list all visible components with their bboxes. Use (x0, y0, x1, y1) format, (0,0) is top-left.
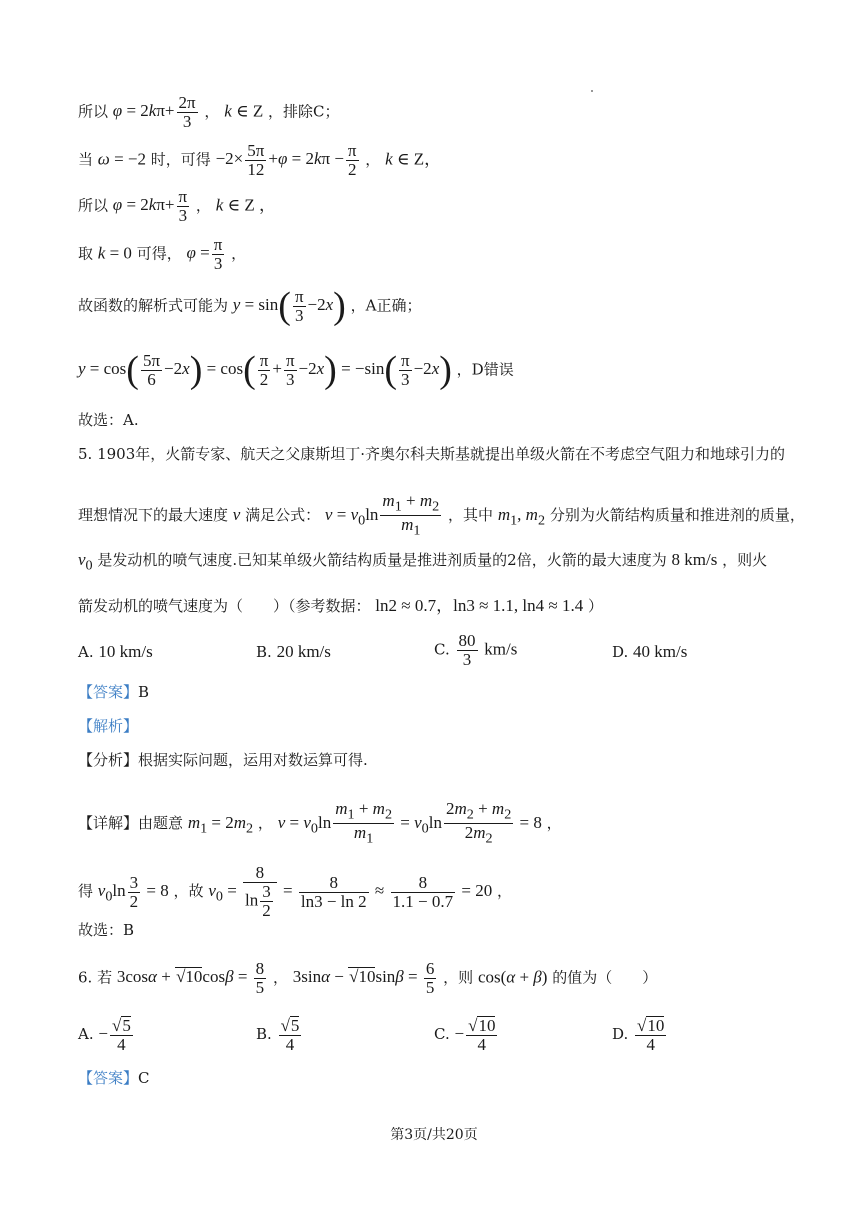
speck (591, 90, 593, 92)
q5-xiangjie: 【详解】由题意 $m_1 = 2m_2$ ， $v = v_0\ln$ $\frac{m_1 + m_2}{m_1}$ = $v_0\ln$ $\frac{2m_2 + m_2}{2m_2}$ = 8 ， (78, 799, 562, 847)
q6-option-c[interactable]: C. − $\frac{√10}{4}$ (434, 1016, 496, 1054)
q5-derivation: 得 $v_0\ln$ $\frac{3}{2}$ = 8 ，故 $v_0$ = 8 ln $\frac{3}{2}$ = $\frac{8}{\ln 3 - \ln 2}$ ≈ $\frac{8}{1.1 - 0.7}$ = 20 ， (78, 863, 512, 920)
q5-final: 故选：B (78, 921, 135, 939)
q5-option-b[interactable]: B. 20 km/s (256, 642, 331, 661)
q6-option-b[interactable]: B. $\frac{√5}{4}$ (256, 1016, 300, 1054)
q6-option-a[interactable]: A. − $\frac{√5}{4}$ (78, 1016, 131, 1054)
line-omega-minus-2: 当 ω = −2 时，可得 −2× $\frac{5\pi}{12}$ +φ = 2kπ − $\frac{\pi}{2}$ ， k ∈ Z， (78, 141, 442, 179)
q5-stem-line1: 5. 1903年，火箭专家、航天之父康斯坦丁·齐奥尔科夫斯基就提出单级火箭在不考虑空气阻力和地球引力的 (78, 445, 786, 463)
line-phi-2kpi-pi3: 所以 φ = 2kπ+ $\frac{\pi}{3}$ ， k ∈ Z ， (78, 187, 276, 225)
q5-stem-line2: 理想情况下的最大速度 v 满足公式： $v = v_0\ln$ $\frac{m_1 + m_2}{m_1}$ ，其中 $m_1$, $m_2$ 分别为火箭结构质量和推进剂的质量， (78, 491, 805, 539)
page-footer: 第3页/共20页 (390, 1127, 478, 1143)
q6-option-d[interactable]: D. $\frac{√10}{4}$ (612, 1016, 665, 1054)
q6-answer: 【答案】C (78, 1069, 150, 1087)
line-cos-identity: y = cos( $\frac{5\pi}{6}$ −2x) = cos( $\frac{\pi}{2}$ + $\frac{\pi}{3}$ −2x) = −sin( $\frac{\pi}{3}$ −2x) ，D错误 (78, 349, 514, 392)
fraction: $\frac{2\pi}{3}$ (178, 93, 196, 131)
q5-stem-line3: $v_0$ 是发动机的喷气速度.已知某单级火箭结构质量是推进剂质量的2倍，火箭的最大速度为 8 km/s ，则火 (78, 550, 768, 574)
q5-stem-line4: 箭发动机的喷气速度为（ ）（参考数据： ln2 ≈ 0.7，ln3 ≈ 1.1, ln4 ≈ 1.4 ） (78, 596, 604, 615)
q5-answer: 【答案】B (78, 683, 150, 701)
line-choose-a: 故选：A. (78, 411, 139, 429)
line-function-expression: 故函数的解析式可能为 y = sin( $\frac{\pi}{3}$ −2x) ，A正确； (78, 285, 422, 328)
q5-analysis-heading: 【解析】 (78, 717, 139, 735)
q5-option-c[interactable]: C. $\frac{80}{3}$ km/s (434, 631, 518, 669)
q5-option-d[interactable]: D. 40 km/s (612, 642, 688, 661)
q5-option-a[interactable]: A. 10 km/s (78, 642, 153, 661)
q6-stem: 6. 若 3cosα + √10cosβ = $\frac{8}{5}$ ， 3sinα − √10sinβ = $\frac{6}{5}$ ，则 cos(α + β) 的值为（ ） (78, 959, 658, 997)
line-phi-2kpi-2pi3: 所以 φ = 2kπ+ $\frac{2\pi}{3}$ ， k ∈ Z ，排除C； (78, 93, 340, 131)
line-take-k-0: 取 k = 0 可得， φ = $\frac{\pi}{3}$ ， (78, 235, 247, 273)
q5-fenxi: 【分析】根据实际问题，运用对数运算可得. (78, 751, 368, 769)
